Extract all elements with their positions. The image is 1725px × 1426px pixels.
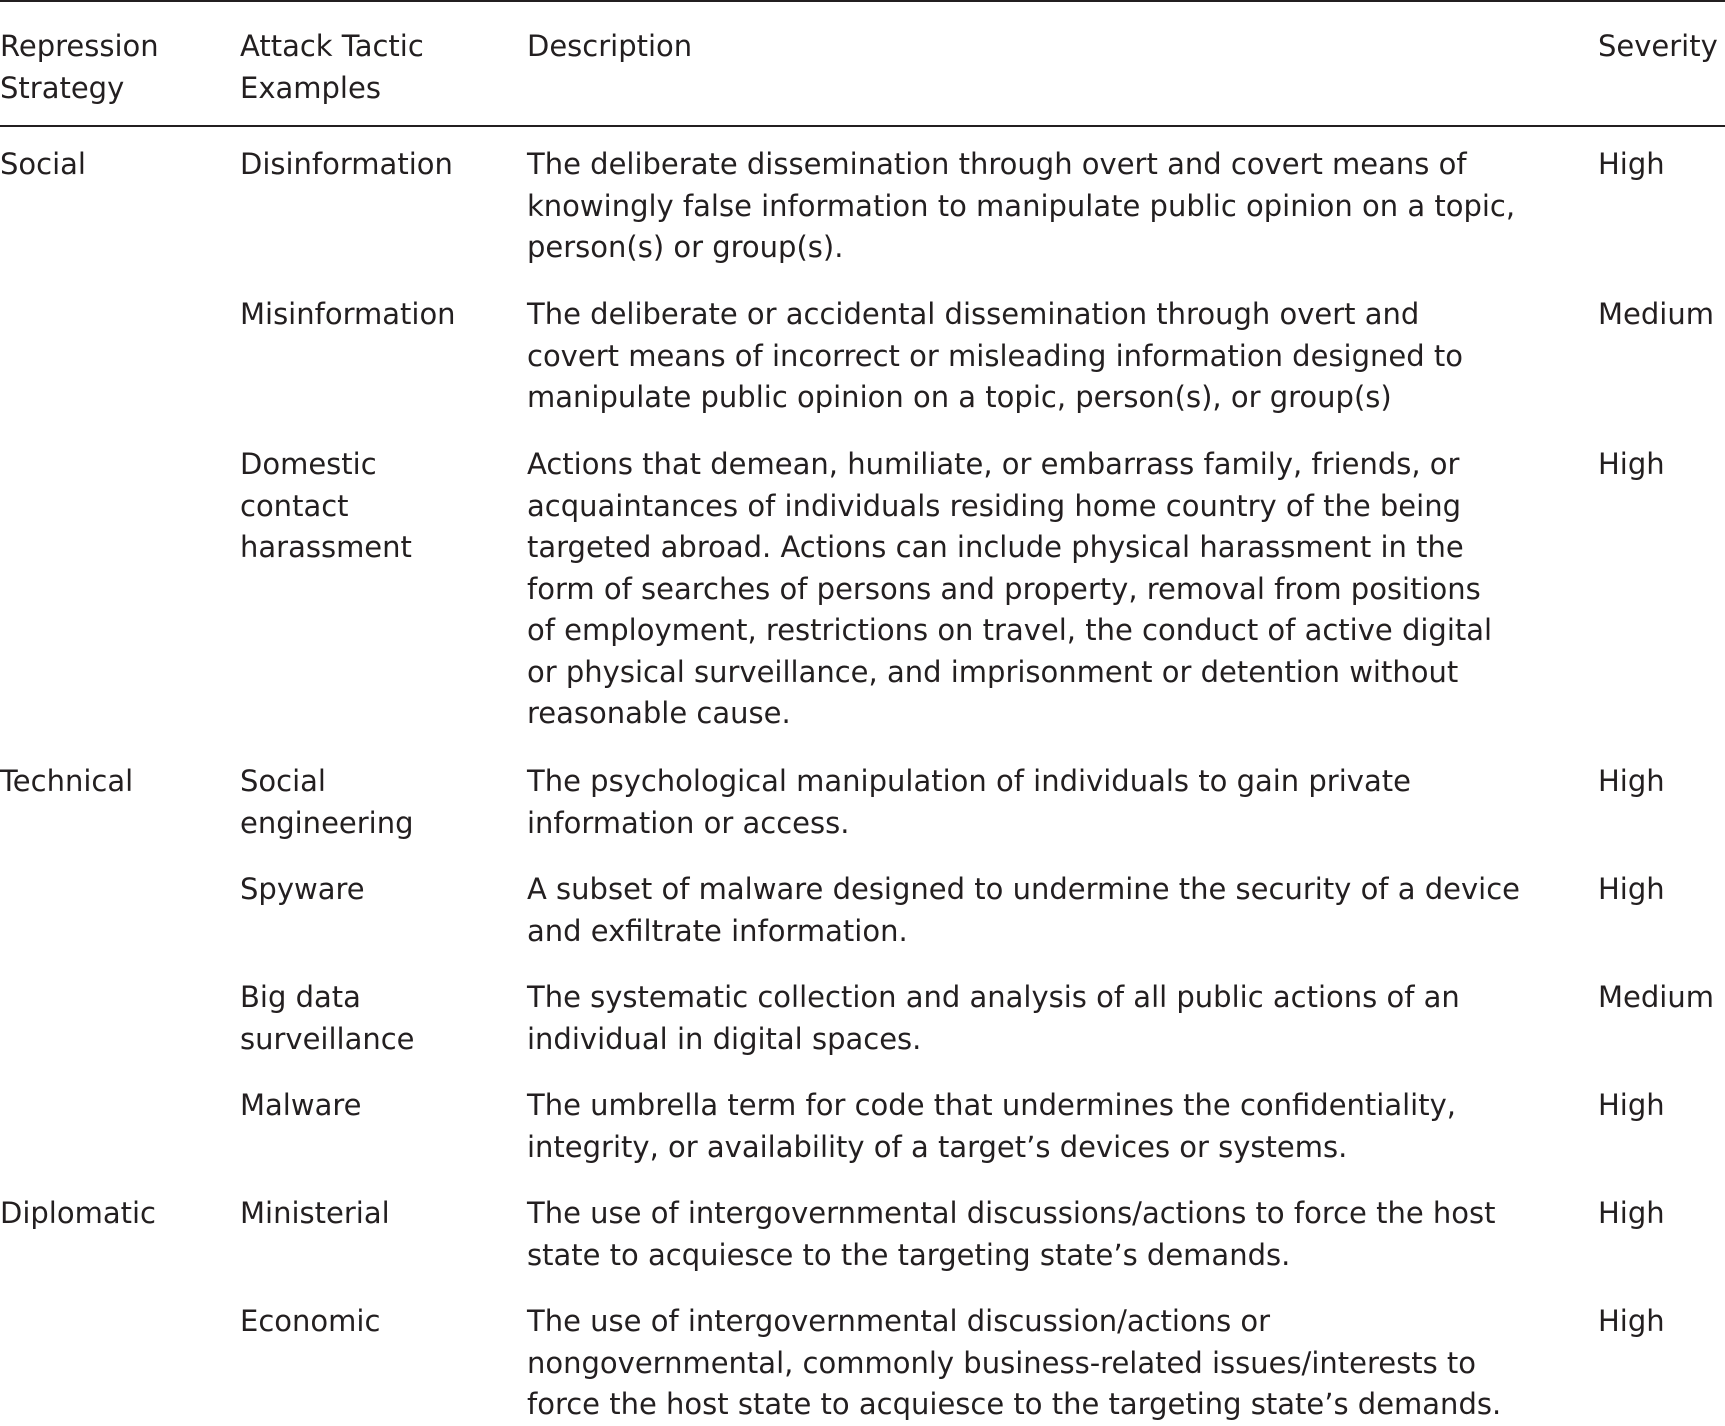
row-description: The systematic collection and analysis of all public actions of an individual in digital spaces. (527, 980, 1460, 1056)
row-severity: High (1598, 1196, 1665, 1230)
row-description: The umbrella term for code that undermines the confidentiality, integrity, or availability of a target’s devices or systems. (527, 1088, 1456, 1164)
row-severity: Medium (1598, 980, 1714, 1014)
row-severity: High (1598, 764, 1665, 798)
row-tactic: Social engineering (240, 764, 414, 840)
row-tactic: Spyware (240, 872, 365, 906)
row-severity: High (1598, 147, 1665, 181)
row-description: The psychological manipulation of individuals to gain private information or access. (527, 764, 1411, 840)
row-severity: High (1598, 1088, 1665, 1122)
header-severity: Severity (1598, 29, 1718, 63)
row-tactic: Big data surveillance (240, 980, 415, 1056)
table-header-rule (0, 125, 1725, 127)
header-attack-tactic-examples: Attack Tactic Examples (240, 29, 424, 105)
row-tactic: Malware (240, 1088, 362, 1122)
table-top-rule (0, 0, 1725, 2)
row-tactic: Ministerial (240, 1196, 390, 1230)
row-severity: Medium (1598, 297, 1714, 331)
row-strategy: Diplomatic (0, 1196, 156, 1230)
row-description: The deliberate or accidental dissemination through overt and covert means of incorrect or misleading information designed to manipulate public opinion on a topic, person(s), or group(s) (527, 297, 1463, 414)
row-description: Actions that demean, humiliate, or embarrass family, friends, or acquaintances of individuals residing home country of the being targeted abroad. Actions can include physical harassment in the form of searches of persons and property, removal from positions of employment, restrictions on travel, the conduct of active digital or physical surveillance, and imprisonment or detention without reasonable cause. (527, 447, 1493, 730)
row-description: A subset of malware designed to undermine the security of a device and exfiltrate information. (527, 872, 1520, 948)
header-repression-strategy: Repression Strategy (0, 29, 159, 105)
row-strategy: Technical (0, 764, 134, 798)
row-severity: High (1598, 872, 1665, 906)
row-tactic: Economic (240, 1304, 381, 1338)
row-description: The use of intergovernmental discussion/actions or nongovernmental, commonly business-related issues/interests to force the host state to acquiesce to the targeting state’s demands. (527, 1304, 1502, 1421)
row-description: The deliberate dissemination through overt and covert means of knowingly false information to manipulate public opinion on a topic, person(s) or group(s). (527, 147, 1516, 264)
row-tactic: Misinformation (240, 297, 456, 331)
row-tactic: Disinformation (240, 147, 453, 181)
row-severity: High (1598, 447, 1665, 481)
table-header-row (0, 26, 1725, 126)
header-description: Description (527, 29, 693, 63)
row-tactic: Domestic contact harassment (240, 447, 412, 564)
row-severity: High (1598, 1304, 1665, 1338)
row-strategy: Social (0, 147, 86, 181)
row-description: The use of intergovernmental discussions/actions to force the host state to acquiesce to the targeting state’s demands. (527, 1196, 1496, 1272)
